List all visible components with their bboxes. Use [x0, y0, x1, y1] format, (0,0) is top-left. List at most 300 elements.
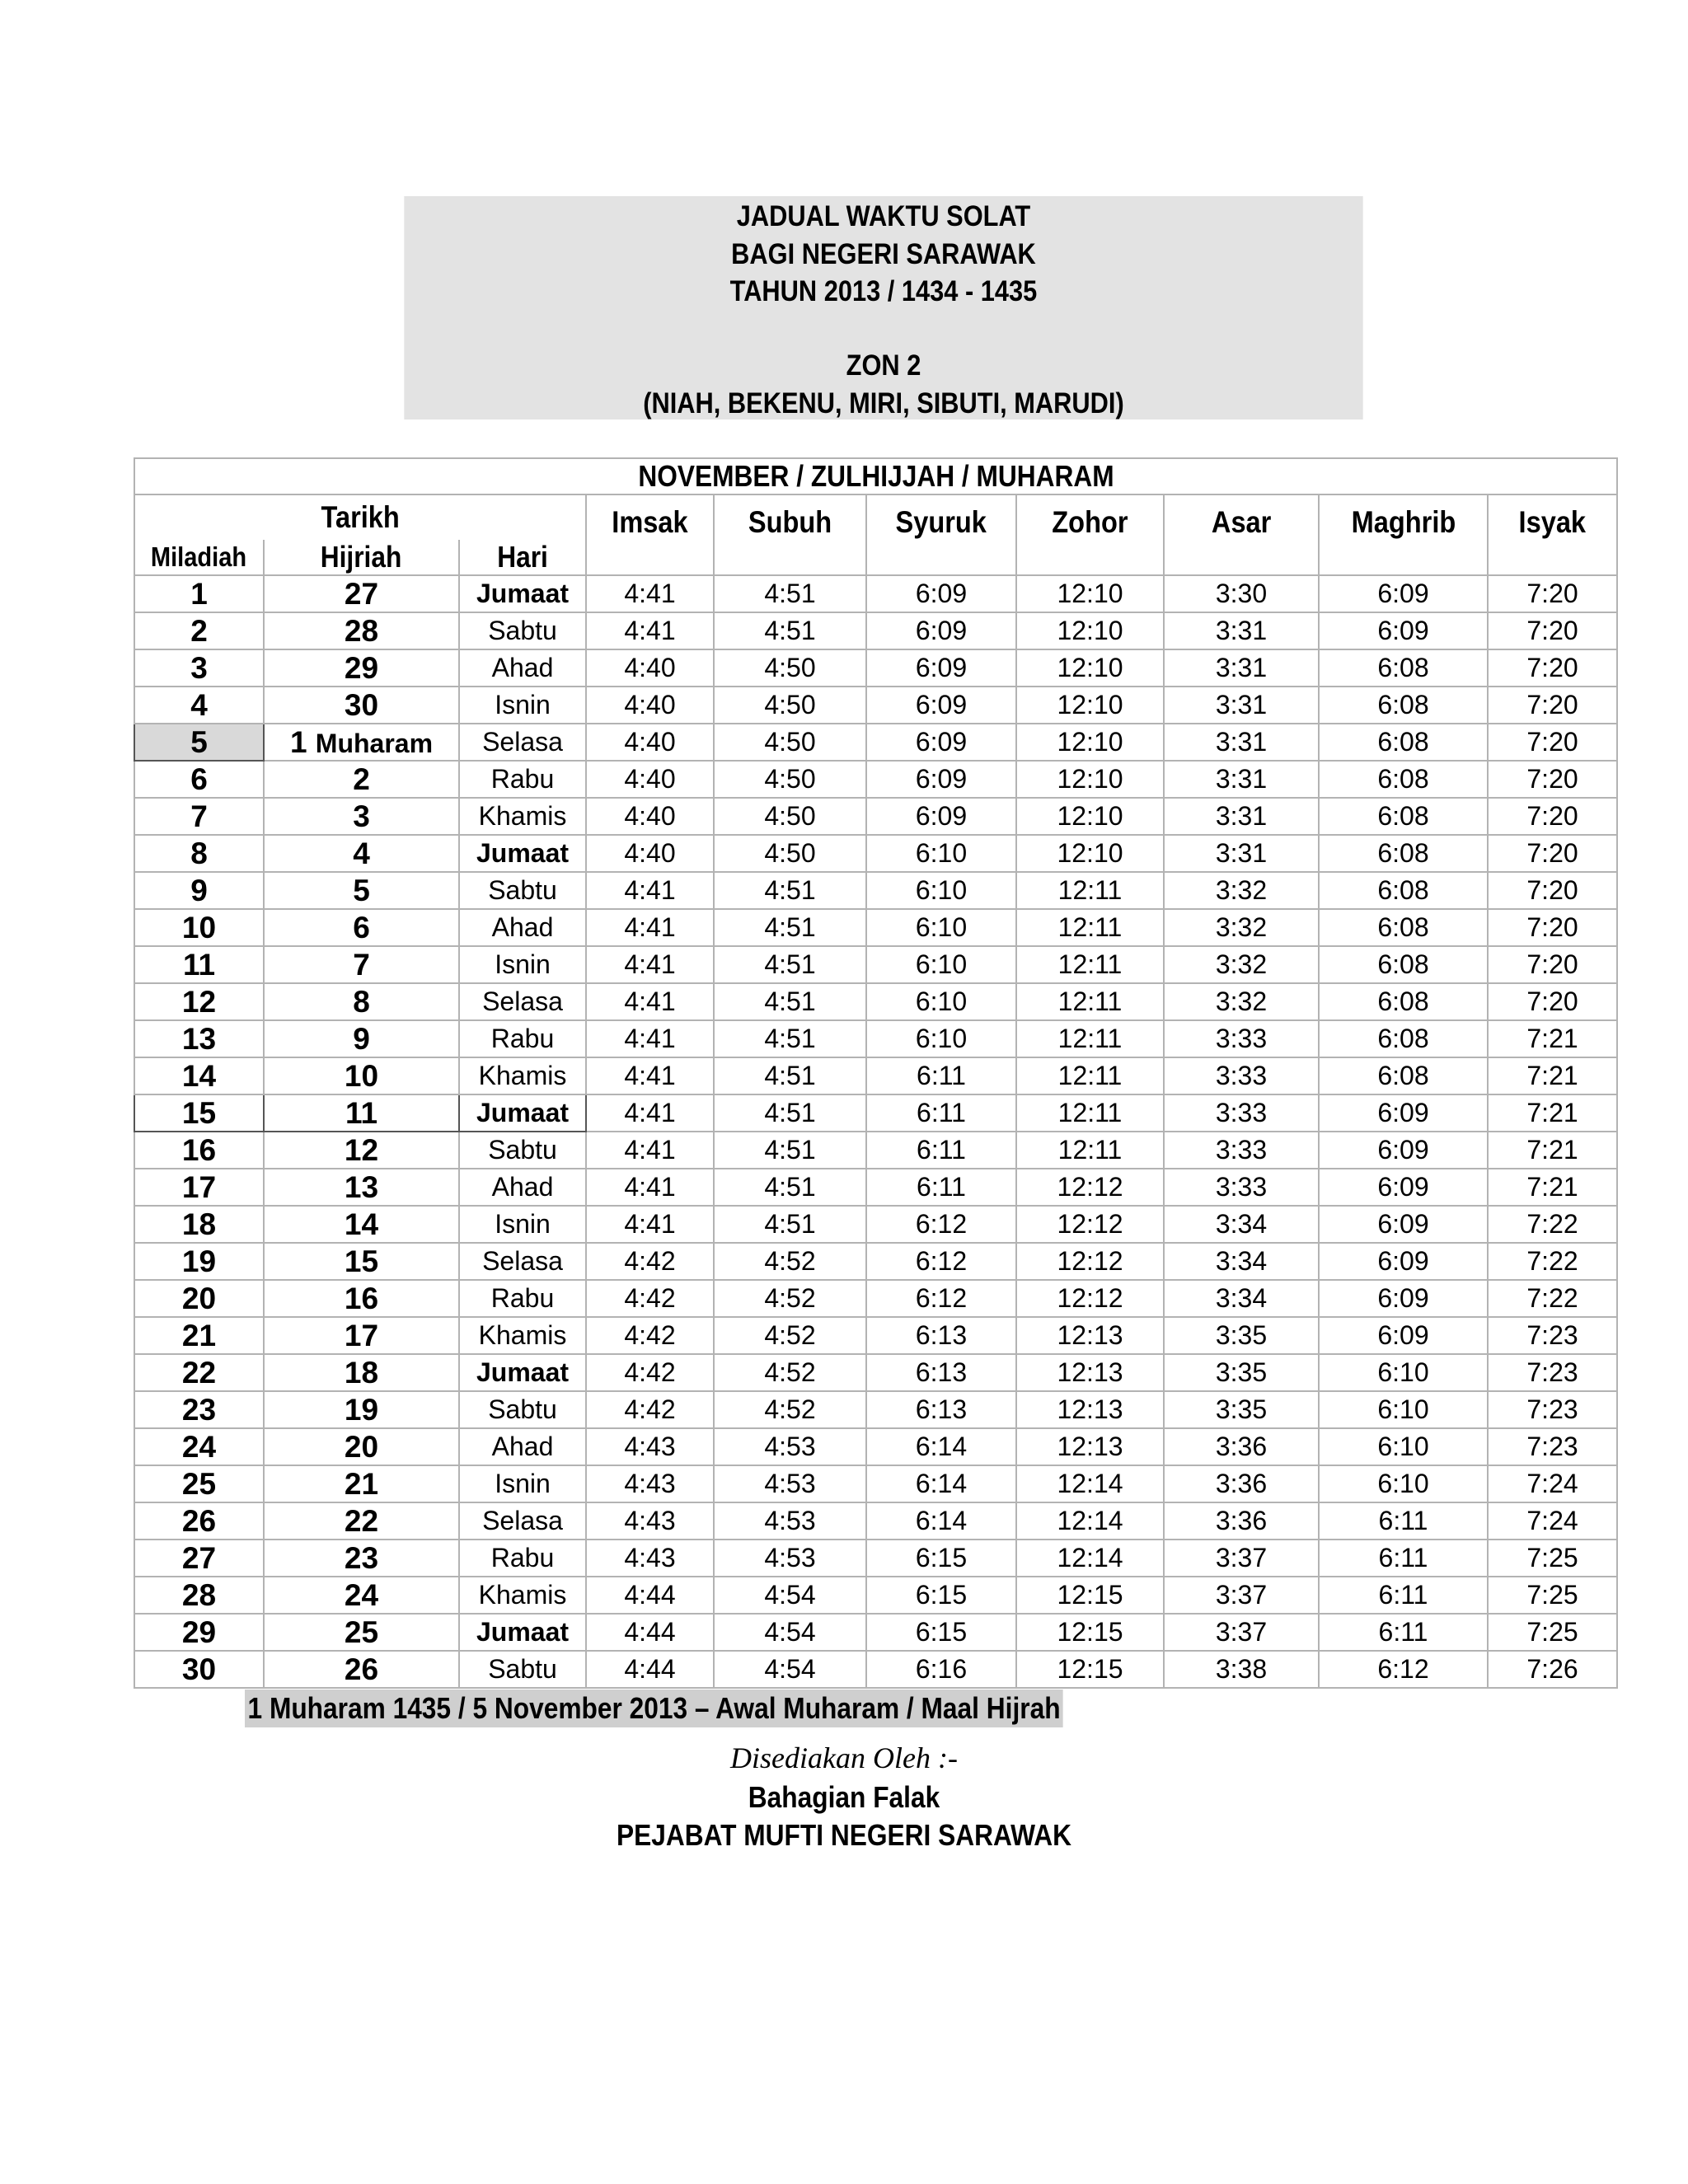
asar-time-cell: 3:36	[1164, 1465, 1319, 1502]
maghrib-time-cell: 6:09	[1319, 1280, 1488, 1317]
maghrib-time-cell: 6:10	[1319, 1465, 1488, 1502]
maghrib-time-cell: 6:11	[1319, 1540, 1488, 1577]
asar-time-cell: 3:31	[1164, 724, 1319, 761]
hijriah-cell	[264, 1243, 459, 1280]
syuruk-time-cell: 6:09	[866, 798, 1016, 835]
hijriah-day: 7	[353, 947, 370, 982]
zohor-time-cell: 12:11	[1016, 1020, 1164, 1057]
syuruk-time-cell: 6:15	[866, 1540, 1016, 1577]
maghrib-time-cell: 6:09	[1319, 1169, 1488, 1206]
isyak-time-cell: 7:20	[1488, 872, 1617, 909]
syuruk-time-cell: 6:11	[866, 1132, 1016, 1169]
month-title: NOVEMBER / ZULHIJJAH / MUHARAM	[637, 459, 1114, 493]
hari-cell: Rabu	[459, 1540, 586, 1577]
syuruk-time-cell: 6:09	[866, 687, 1016, 724]
table-row	[134, 1465, 1617, 1502]
hijriah-cell	[264, 1465, 459, 1502]
imsak-time-cell: 4:41	[586, 575, 714, 612]
hari-cell: Sabtu	[459, 612, 586, 649]
header-zohor	[1016, 494, 1164, 575]
department-name: Bahagian Falak	[748, 1780, 940, 1814]
syuruk-time-cell: 6:09	[866, 612, 1016, 649]
miladiah-cell: 14	[134, 1057, 264, 1094]
header-maghrib-label: Maghrib	[1351, 505, 1456, 539]
tarikh-header-cell	[134, 494, 586, 540]
table-row	[134, 1280, 1617, 1317]
isyak-time-cell: 7:21	[1488, 1132, 1617, 1169]
miladiah-cell: 28	[134, 1577, 264, 1614]
hijriah-cell	[264, 1354, 459, 1391]
subuh-time-cell: 4:54	[714, 1614, 866, 1651]
hijriah-day: 11	[345, 1095, 378, 1130]
hijriah-cell	[264, 1206, 459, 1243]
isyak-time-cell: 7:22	[1488, 1206, 1617, 1243]
miladiah-cell: 17	[134, 1169, 264, 1206]
subuh-time-cell: 4:53	[714, 1502, 866, 1540]
hari-cell: Khamis	[459, 1317, 586, 1354]
subuh-time-cell: 4:51	[714, 575, 866, 612]
miladiah-cell: 15	[134, 1094, 264, 1132]
maghrib-time-cell: 6:09	[1319, 575, 1488, 612]
table-row	[134, 1577, 1617, 1614]
asar-time-cell: 3:32	[1164, 946, 1319, 983]
syuruk-time-cell: 6:10	[866, 872, 1016, 909]
imsak-time-cell: 4:41	[586, 612, 714, 649]
hari-cell: Ahad	[459, 1428, 586, 1465]
imsak-time-cell: 4:42	[586, 1354, 714, 1391]
zohor-time-cell: 12:10	[1016, 612, 1164, 649]
zohor-time-cell: 12:10	[1016, 761, 1164, 798]
table-row	[134, 1169, 1617, 1206]
asar-time-cell: 3:34	[1164, 1206, 1319, 1243]
table-row	[134, 1317, 1617, 1354]
maghrib-time-cell: 6:09	[1319, 1243, 1488, 1280]
hijriah-cell	[264, 1169, 459, 1206]
hijriah-cell	[264, 1132, 459, 1169]
syuruk-time-cell: 6:12	[866, 1243, 1016, 1280]
syuruk-time-cell: 6:10	[866, 983, 1016, 1020]
subuh-time-cell: 4:51	[714, 946, 866, 983]
header-syuruk-label: Syuruk	[895, 505, 987, 539]
imsak-time-cell: 4:40	[586, 798, 714, 835]
miladiah-cell: 22	[134, 1354, 264, 1391]
hijriah-day: 4	[353, 836, 370, 870]
zohor-time-cell: 12:11	[1016, 946, 1164, 983]
header-miladiah-label: Miladiah	[151, 541, 247, 572]
imsak-time-cell: 4:40	[586, 724, 714, 761]
hijriah-day: 3	[353, 799, 370, 833]
miladiah-cell: 26	[134, 1502, 264, 1540]
imsak-time-cell: 4:41	[586, 946, 714, 983]
zohor-time-cell: 12:15	[1016, 1614, 1164, 1651]
subuh-time-cell: 4:50	[714, 649, 866, 687]
subuh-time-cell: 4:53	[714, 1540, 866, 1577]
hijriah-cell	[264, 1577, 459, 1614]
hijriah-day: 12	[344, 1132, 379, 1167]
imsak-time-cell: 4:40	[586, 687, 714, 724]
miladiah-cell: 8	[134, 835, 264, 872]
imsak-time-cell: 4:43	[586, 1502, 714, 1540]
hijriah-cell	[264, 798, 459, 835]
table-row	[134, 946, 1617, 983]
zohor-time-cell: 12:12	[1016, 1169, 1164, 1206]
maghrib-time-cell: 6:08	[1319, 1020, 1488, 1057]
subuh-time-cell: 4:52	[714, 1354, 866, 1391]
hari-cell: Khamis	[459, 1577, 586, 1614]
table-row	[134, 1614, 1617, 1651]
month-title-row	[134, 458, 1617, 494]
asar-time-cell: 3:33	[1164, 1020, 1319, 1057]
hari-cell: Ahad	[459, 649, 586, 687]
table-row	[134, 724, 1617, 761]
miladiah-cell: 30	[134, 1651, 264, 1688]
maghrib-time-cell: 6:08	[1319, 909, 1488, 946]
table-row	[134, 1020, 1617, 1057]
zohor-time-cell: 12:13	[1016, 1354, 1164, 1391]
asar-time-cell: 3:34	[1164, 1243, 1319, 1280]
asar-time-cell: 3:31	[1164, 761, 1319, 798]
header-isyak	[1488, 494, 1617, 575]
imsak-time-cell: 4:41	[586, 1169, 714, 1206]
imsak-time-cell: 4:40	[586, 761, 714, 798]
isyak-time-cell: 7:25	[1488, 1577, 1617, 1614]
syuruk-time-cell: 6:14	[866, 1465, 1016, 1502]
maghrib-time-cell: 6:09	[1319, 1317, 1488, 1354]
header-syuruk	[866, 494, 1016, 575]
subuh-time-cell: 4:51	[714, 1020, 866, 1057]
hijriah-day: 2	[353, 762, 370, 796]
zohor-time-cell: 12:10	[1016, 798, 1164, 835]
miladiah-cell: 13	[134, 1020, 264, 1057]
miladiah-cell: 9	[134, 872, 264, 909]
header-miladiah	[134, 540, 264, 575]
hijriah-cell	[264, 983, 459, 1020]
isyak-time-cell: 7:23	[1488, 1391, 1617, 1428]
zohor-time-cell: 12:11	[1016, 983, 1164, 1020]
miladiah-cell: 2	[134, 612, 264, 649]
table-row	[134, 1651, 1617, 1688]
isyak-time-cell: 7:20	[1488, 612, 1617, 649]
asar-time-cell: 3:36	[1164, 1428, 1319, 1465]
hijriah-day: 15	[344, 1244, 379, 1278]
title-line-2: BAGI NEGERI SARAWAK	[731, 238, 1036, 270]
hari-cell: Selasa	[459, 1243, 586, 1280]
miladiah-cell: 20	[134, 1280, 264, 1317]
syuruk-time-cell: 6:16	[866, 1651, 1016, 1688]
asar-time-cell: 3:31	[1164, 612, 1319, 649]
syuruk-time-cell: 6:09	[866, 575, 1016, 612]
header-maghrib	[1319, 494, 1488, 575]
miladiah-cell: 10	[134, 909, 264, 946]
asar-time-cell: 3:31	[1164, 835, 1319, 872]
syuruk-time-cell: 6:13	[866, 1317, 1016, 1354]
isyak-time-cell: 7:20	[1488, 798, 1617, 835]
miladiah-cell: 16	[134, 1132, 264, 1169]
subuh-time-cell: 4:52	[714, 1317, 866, 1354]
isyak-time-cell: 7:21	[1488, 1169, 1617, 1206]
syuruk-time-cell: 6:11	[866, 1057, 1016, 1094]
miladiah-cell: 24	[134, 1428, 264, 1465]
isyak-time-cell: 7:21	[1488, 1020, 1617, 1057]
hijriah-cell	[264, 687, 459, 724]
tarikh-header: Tarikh	[321, 500, 400, 534]
imsak-time-cell: 4:43	[586, 1540, 714, 1577]
hijriah-cell	[264, 1094, 459, 1132]
hijriah-day: 19	[344, 1392, 379, 1427]
miladiah-cell: 4	[134, 687, 264, 724]
hijriah-cell	[264, 946, 459, 983]
asar-time-cell: 3:35	[1164, 1391, 1319, 1428]
maghrib-time-cell: 6:08	[1319, 983, 1488, 1020]
header-hari-label: Hari	[497, 540, 548, 574]
table-row	[134, 1354, 1617, 1391]
table-row	[134, 761, 1617, 798]
hari-cell: Jumaat	[459, 575, 586, 612]
month-title-cell	[134, 458, 1617, 494]
hari-cell: Sabtu	[459, 1651, 586, 1688]
hijriah-day: 6	[353, 910, 370, 944]
hijriah-day: 26	[344, 1652, 379, 1686]
maghrib-time-cell: 6:08	[1319, 724, 1488, 761]
prayer-times-table	[134, 457, 1618, 1689]
isyak-time-cell: 7:20	[1488, 946, 1617, 983]
hari-cell: Ahad	[459, 1169, 586, 1206]
syuruk-time-cell: 6:14	[866, 1502, 1016, 1540]
imsak-time-cell: 4:43	[586, 1465, 714, 1502]
hijriah-day: 27	[344, 576, 379, 611]
syuruk-time-cell: 6:09	[866, 761, 1016, 798]
hari-cell: Isnin	[459, 1206, 586, 1243]
hijriah-cell	[264, 575, 459, 612]
subuh-time-cell: 4:51	[714, 1094, 866, 1132]
isyak-time-cell: 7:21	[1488, 1094, 1617, 1132]
hari-cell: Ahad	[459, 909, 586, 946]
header-subuh-label: Subuh	[748, 505, 832, 539]
asar-time-cell: 3:35	[1164, 1354, 1319, 1391]
subuh-time-cell: 4:52	[714, 1391, 866, 1428]
isyak-time-cell: 7:20	[1488, 649, 1617, 687]
title-line-1: JADUAL WAKTU SOLAT	[736, 200, 1031, 232]
syuruk-time-cell: 6:15	[866, 1614, 1016, 1651]
isyak-time-cell: 7:20	[1488, 761, 1617, 798]
miladiah-cell: 23	[134, 1391, 264, 1428]
imsak-time-cell: 4:44	[586, 1651, 714, 1688]
maghrib-time-cell: 6:08	[1319, 761, 1488, 798]
hijriah-day: 9	[353, 1021, 370, 1056]
maghrib-time-cell: 6:10	[1319, 1391, 1488, 1428]
hari-cell: Isnin	[459, 687, 586, 724]
imsak-time-cell: 4:43	[586, 1428, 714, 1465]
hijriah-cell	[264, 835, 459, 872]
imsak-time-cell: 4:42	[586, 1317, 714, 1354]
isyak-time-cell: 7:23	[1488, 1428, 1617, 1465]
maghrib-time-cell: 6:11	[1319, 1577, 1488, 1614]
miladiah-cell: 19	[134, 1243, 264, 1280]
hijriah-day: 16	[344, 1281, 379, 1315]
hijriah-day: 5	[353, 873, 370, 907]
hijriah-cell	[264, 1651, 459, 1688]
miladiah-cell: 12	[134, 983, 264, 1020]
miladiah-cell: 5	[134, 724, 264, 761]
zohor-time-cell: 12:11	[1016, 872, 1164, 909]
hari-cell: Jumaat	[459, 1354, 586, 1391]
subuh-time-cell: 4:50	[714, 798, 866, 835]
maghrib-time-cell: 6:08	[1319, 835, 1488, 872]
imsak-time-cell: 4:41	[586, 1094, 714, 1132]
subuh-time-cell: 4:53	[714, 1428, 866, 1465]
hari-cell: Selasa	[459, 983, 586, 1020]
hijriah-cell	[264, 1317, 459, 1354]
asar-time-cell: 3:31	[1164, 649, 1319, 687]
table-row	[134, 1132, 1617, 1169]
table-row	[134, 649, 1617, 687]
hijriah-cell	[264, 649, 459, 687]
subuh-time-cell: 4:50	[714, 724, 866, 761]
table-row	[134, 1428, 1617, 1465]
syuruk-time-cell: 6:15	[866, 1577, 1016, 1614]
asar-time-cell: 3:31	[1164, 798, 1319, 835]
hijriah-cell	[264, 1540, 459, 1577]
miladiah-cell: 3	[134, 649, 264, 687]
maghrib-time-cell: 6:09	[1319, 612, 1488, 649]
asar-time-cell: 3:37	[1164, 1577, 1319, 1614]
office-name: PEJABAT MUFTI NEGERI SARAWAK	[616, 1818, 1072, 1852]
hijriah-day: 14	[344, 1207, 379, 1241]
imsak-time-cell: 4:40	[586, 649, 714, 687]
miladiah-cell: 21	[134, 1317, 264, 1354]
subuh-time-cell: 4:50	[714, 835, 866, 872]
syuruk-time-cell: 6:13	[866, 1391, 1016, 1428]
imsak-time-cell: 4:41	[586, 1132, 714, 1169]
table-row	[134, 1540, 1617, 1577]
hari-cell: Sabtu	[459, 1391, 586, 1428]
subuh-time-cell: 4:54	[714, 1651, 866, 1688]
asar-time-cell: 3:30	[1164, 575, 1319, 612]
syuruk-time-cell: 6:10	[866, 835, 1016, 872]
prepared-by-label: Disediakan Oleh :-	[730, 1741, 958, 1774]
asar-time-cell: 3:37	[1164, 1540, 1319, 1577]
hijriah-day: 10	[344, 1058, 379, 1093]
miladiah-cell: 1	[134, 575, 264, 612]
hari-cell: Sabtu	[459, 872, 586, 909]
maghrib-time-cell: 6:08	[1319, 649, 1488, 687]
maghrib-time-cell: 6:09	[1319, 1094, 1488, 1132]
miladiah-cell: 27	[134, 1540, 264, 1577]
maghrib-time-cell: 6:10	[1319, 1354, 1488, 1391]
zohor-time-cell: 12:15	[1016, 1577, 1164, 1614]
hijriah-day: 13	[344, 1169, 379, 1204]
header-imsak-label: Imsak	[612, 505, 688, 539]
hijriah-cell	[264, 1020, 459, 1057]
subuh-time-cell: 4:51	[714, 909, 866, 946]
asar-time-cell: 3:33	[1164, 1057, 1319, 1094]
isyak-time-cell: 7:23	[1488, 1354, 1617, 1391]
syuruk-time-cell: 6:11	[866, 1094, 1016, 1132]
imsak-time-cell: 4:42	[586, 1280, 714, 1317]
hijriah-day: 20	[344, 1429, 379, 1464]
syuruk-time-cell: 6:14	[866, 1428, 1016, 1465]
zohor-time-cell: 12:10	[1016, 687, 1164, 724]
hijriah-cell	[264, 1391, 459, 1428]
hijriah-day: 30	[344, 687, 379, 722]
isyak-time-cell: 7:20	[1488, 687, 1617, 724]
syuruk-time-cell: 6:09	[866, 724, 1016, 761]
maghrib-time-cell: 6:09	[1319, 1206, 1488, 1243]
syuruk-time-cell: 6:09	[866, 649, 1016, 687]
table-row	[134, 1243, 1617, 1280]
header-asar	[1164, 494, 1319, 575]
zohor-time-cell: 12:11	[1016, 1057, 1164, 1094]
header-row	[134, 494, 1617, 540]
hijriah-day: 8	[353, 984, 370, 1019]
zohor-time-cell: 12:11	[1016, 1132, 1164, 1169]
subuh-time-cell: 4:51	[714, 1206, 866, 1243]
table-row	[134, 1057, 1617, 1094]
zohor-time-cell: 12:13	[1016, 1428, 1164, 1465]
isyak-time-cell: 7:20	[1488, 909, 1617, 946]
miladiah-cell: 18	[134, 1206, 264, 1243]
title-box	[404, 196, 1362, 419]
hari-cell: Rabu	[459, 761, 586, 798]
miladiah-cell: 7	[134, 798, 264, 835]
table-row	[134, 1502, 1617, 1540]
imsak-time-cell: 4:44	[586, 1577, 714, 1614]
subuh-time-cell: 4:51	[714, 612, 866, 649]
zohor-time-cell: 12:13	[1016, 1391, 1164, 1428]
maghrib-time-cell: 6:08	[1319, 946, 1488, 983]
hijriah-day: 25	[344, 1615, 379, 1649]
hijriah-cell	[264, 724, 459, 761]
imsak-time-cell: 4:41	[586, 872, 714, 909]
hijriah-month: Muharam	[315, 728, 434, 758]
table-row	[134, 1391, 1617, 1428]
imsak-time-cell: 4:41	[586, 983, 714, 1020]
subuh-time-cell: 4:50	[714, 687, 866, 724]
hijriah-day: 22	[344, 1503, 379, 1538]
subuh-time-cell: 4:51	[714, 1132, 866, 1169]
maghrib-time-cell: 6:08	[1319, 687, 1488, 724]
zohor-time-cell: 12:11	[1016, 909, 1164, 946]
imsak-time-cell: 4:42	[586, 1391, 714, 1428]
imsak-time-cell: 4:41	[586, 1057, 714, 1094]
subuh-time-cell: 4:52	[714, 1243, 866, 1280]
table-row	[134, 909, 1617, 946]
table-row	[134, 872, 1617, 909]
table-row	[134, 575, 1617, 612]
hijriah-cell	[264, 761, 459, 798]
hari-cell: Jumaat	[459, 1094, 586, 1132]
isyak-time-cell: 7:22	[1488, 1280, 1617, 1317]
zohor-time-cell: 12:10	[1016, 649, 1164, 687]
maghrib-time-cell: 6:09	[1319, 1132, 1488, 1169]
muharam-note: 1 Muharam 1435 / 5 November 2013 – Awal Muharam / Maal Hijrah	[245, 1690, 1063, 1727]
syuruk-time-cell: 6:12	[866, 1206, 1016, 1243]
isyak-time-cell: 7:26	[1488, 1651, 1617, 1688]
hijriah-cell	[264, 909, 459, 946]
isyak-time-cell: 7:23	[1488, 1317, 1617, 1354]
hijriah-cell	[264, 872, 459, 909]
subuh-time-cell: 4:53	[714, 1465, 866, 1502]
isyak-time-cell: 7:20	[1488, 835, 1617, 872]
hari-cell: Khamis	[459, 1057, 586, 1094]
header-hijriah-label: Hijriah	[321, 540, 402, 574]
hari-cell: Selasa	[459, 1502, 586, 1540]
hari-cell: Rabu	[459, 1020, 586, 1057]
imsak-time-cell: 4:41	[586, 1206, 714, 1243]
syuruk-time-cell: 6:10	[866, 909, 1016, 946]
isyak-time-cell: 7:24	[1488, 1502, 1617, 1540]
hijriah-cell	[264, 1614, 459, 1651]
